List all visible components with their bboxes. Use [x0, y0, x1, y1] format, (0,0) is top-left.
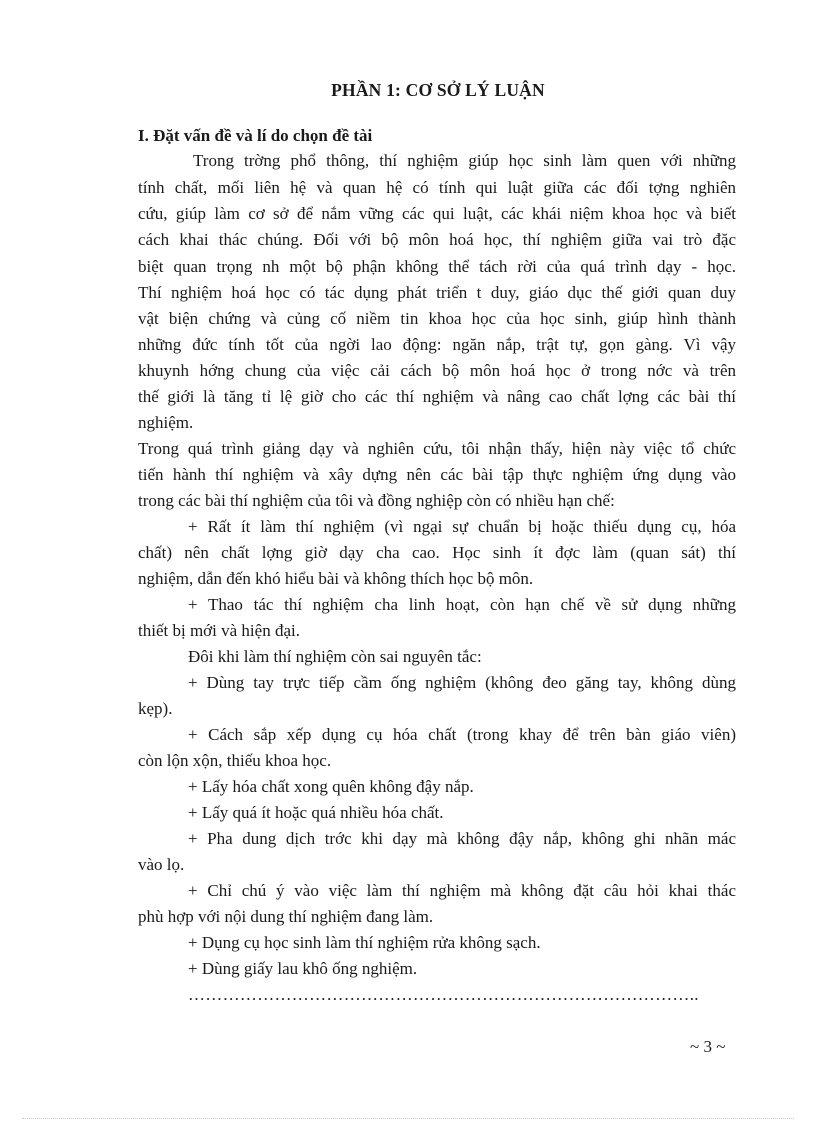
- paragraph-line: Trong trờng phổ thông, thí nghiệm giúp học sinh làm quen với những: [193, 151, 736, 170]
- paragraph-line: chất) nên chất lợng giờ dạy cha cao. Học sinh ít đợc làm (quan sát) thí: [138, 543, 736, 562]
- section-heading: I. Đặt vấn đề và lí do chọn đề tài: [138, 126, 373, 145]
- paragraph-line: còn lộn xộn, thiếu khoa học.: [138, 751, 332, 770]
- paragraph-line: thiết bị mới và hiện đại.: [138, 621, 300, 640]
- paragraph-line: phù hợp với nội dung thí nghiệm đang làm.: [138, 907, 434, 926]
- page-title: PHẦN 1: CƠ SỞ LÝ LUẬN: [331, 80, 545, 100]
- list-item-line: + Chỉ chú ý vào việc làm thí nghiệm mà không đặt câu hỏi khai thác: [188, 881, 736, 900]
- paragraph-line: nghiệm, dẫn đến khó hiểu bài và không thích học bộ môn.: [138, 569, 534, 588]
- list-item-line: + Thao tác thí nghiệm cha linh hoạt, còn hạn chế về sử dụng những: [188, 595, 736, 614]
- paragraph-line: những đức tính tốt của ngời lao động: ngăn nắp, trật tự, gọn gàng. Vì vậy: [138, 335, 736, 354]
- list-item-line: + Cách sắp xếp dụng cụ hóa chất (trong khay để trên bàn giáo viên): [188, 725, 736, 744]
- list-item-line: + Dụng cụ học sinh làm thí nghiệm rửa không sạch.: [188, 933, 541, 952]
- list-item-line: + Pha dung dịch trớc khi dạy mà không đậy nắp, không ghi nhãn mác: [188, 829, 736, 848]
- dotted-leader: ……………………………………………………………………………..: [188, 985, 699, 1004]
- paragraph-line: Trong quá trình giảng dạy và nghiên cứu, tôi nhận thấy, hiện này việc tổ chức: [138, 439, 736, 458]
- paragraph-line: vào lọ.: [138, 855, 185, 874]
- list-item-line: + Lấy quá ít hoặc quá nhiều hóa chất.: [188, 803, 444, 822]
- list-item-line: + Lấy hóa chất xong quên không đậy nắp.: [188, 777, 474, 796]
- paragraph-line: tiến hành thí nghiệm và xây dựng nên các bài tập thực nghiệm ứng dụng vào: [138, 465, 736, 484]
- paragraph-line: khuynh hớng chung của việc cải cách bộ môn hoá học ở trong nớc và trên: [138, 361, 736, 380]
- paragraph-line: nghiệm.: [138, 413, 194, 432]
- list-item-line: + Rất ít làm thí nghiệm (vì ngại sự chuẩn bị hoặc thiếu dụng cụ, hóa: [188, 517, 736, 536]
- paragraph-line: biệt quan trọng nh một bộ phận không thể tách rời của quá trình dạy - học.: [138, 257, 736, 276]
- list-item-line: + Dùng tay trực tiếp cầm ống nghiệm (không đeo găng tay, không dùng: [188, 673, 736, 692]
- footer-divider: [22, 1118, 794, 1119]
- paragraph-line: tính chất, mối liên hệ và quan hệ có tính qui luật giữa các đối tợng nghiên: [138, 178, 736, 197]
- list-item-line: + Dùng giấy lau khô ống nghiệm.: [188, 959, 418, 978]
- paragraph-line: Thí nghiệm hoá học có tác dụng phát triển t duy, giáo dục thế giới quan duy: [138, 283, 736, 302]
- paragraph-line: cách khai thác chúng. Đối với bộ môn hoá học, thí nghiệm giữa vai trò đặc: [138, 230, 736, 249]
- page-number: ~ 3 ~: [690, 1037, 726, 1056]
- paragraph-line: thế giới là tăng tỉ lệ giờ cho các thí nghiệm và nâng cao chất lợng các bài thí: [138, 387, 736, 406]
- paragraph-line: kẹp).: [138, 699, 173, 718]
- paragraph-line: Đôi khi làm thí nghiệm còn sai nguyên tắc:: [188, 647, 482, 666]
- paragraph-line: vật biện chứng và củng cố niềm tin khoa học của học sinh, giúp hình thành: [138, 309, 736, 328]
- paragraph-line: cứu, giúp làm cơ sở để nắm vững các qui luật, các khái niệm khoa học và biết: [138, 204, 736, 223]
- paragraph-line: trong các bài thí nghiệm của tôi và đồng nghiệp còn có nhiều hạn chế:: [138, 491, 615, 510]
